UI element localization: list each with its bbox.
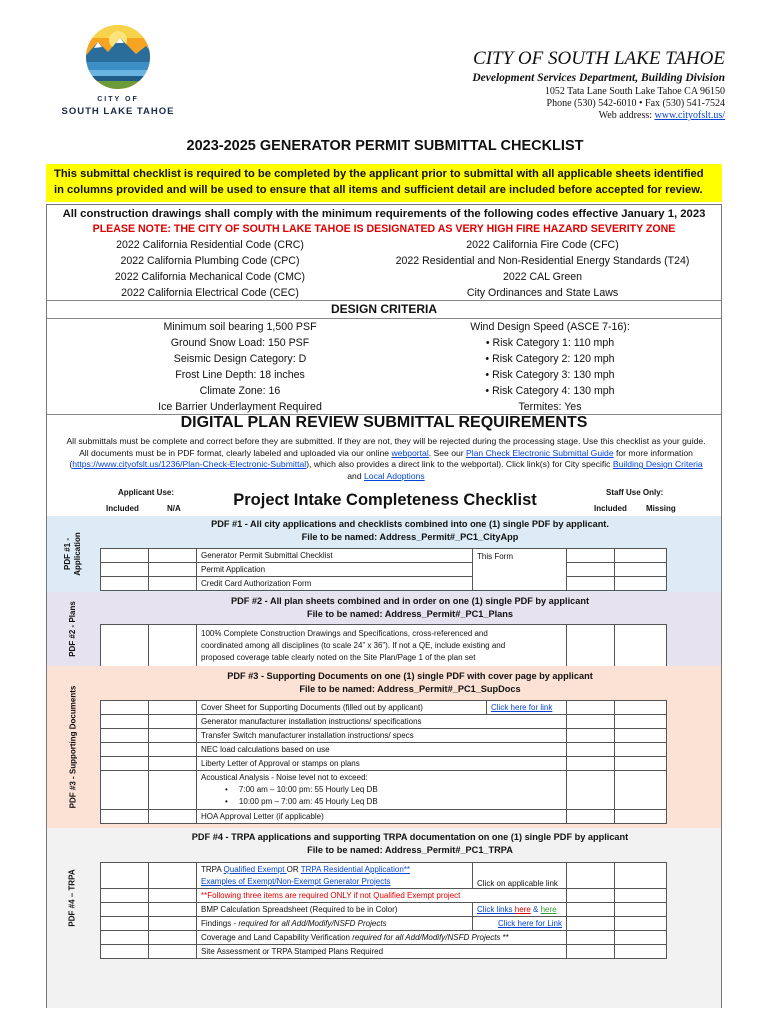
missing-checkbox[interactable]	[615, 917, 667, 931]
table-row	[101, 757, 667, 771]
web-label: Web address:	[598, 110, 653, 121]
dprr-intro	[66, 436, 706, 482]
na-checkbox[interactable]	[149, 563, 197, 577]
item-reference: This Form	[473, 549, 567, 591]
pdf2-title	[100, 595, 720, 621]
code-item: 2022 California Mechanical Code (CMC)	[114, 271, 306, 283]
local-adoptions-link[interactable]: Local Adoptions	[364, 470, 425, 481]
staff-included-checkbox[interactable]	[567, 931, 615, 945]
table-row	[101, 945, 667, 959]
pdf2-filename: File to be named: Address_Permit#_PC1_Plans	[307, 609, 513, 619]
city-logo	[58, 24, 178, 119]
missing-checkbox[interactable]	[615, 771, 667, 810]
pdf3-label	[47, 666, 99, 828]
staff-included-checkbox[interactable]	[567, 549, 615, 563]
bmp-here-link-2[interactable]: here	[540, 905, 557, 914]
city-header	[395, 48, 725, 122]
divider	[47, 300, 721, 301]
pdf1-table	[100, 548, 667, 591]
city-title: CITY OF SOUTH LAKE TAHOE	[473, 48, 725, 69]
na-checkbox[interactable]	[149, 549, 197, 563]
included-checkbox[interactable]	[101, 889, 149, 903]
item-description: Generator manufacturer installation instructions/ specifications	[197, 715, 567, 729]
table-row	[101, 863, 667, 889]
included-checkbox[interactable]	[101, 625, 149, 667]
staff-included-checkbox[interactable]	[567, 917, 615, 931]
logo-name: SOUTH LAKE TAHOE	[61, 106, 175, 117]
pdf2-title-line: PDF #2 - All plan sheets combined and in order on one (1) single PDF by applicant	[230, 596, 590, 606]
pdf1-filename: File to be named: Address_Permit#_PC1_CityApp	[301, 532, 519, 542]
design-item: • Risk Category 4: 130 mph	[485, 385, 615, 397]
web-link[interactable]: www.cityofslt.us/	[654, 110, 725, 121]
amp-text: &	[530, 905, 541, 914]
staff-use-label: Staff Use Only:	[606, 488, 664, 497]
applicant-use-label: Applicant Use:	[118, 488, 175, 497]
staff-included-checkbox[interactable]	[567, 715, 615, 729]
item-description	[197, 931, 567, 945]
bmp-links[interactable]: Click links	[477, 905, 515, 914]
item-description: Transfer Switch manufacturer installation instructions/ specs	[197, 729, 567, 743]
table-row	[101, 577, 667, 591]
coverage-italic: required for all Add/Modify/NSFD Projects	[352, 933, 501, 942]
trpa-line	[201, 864, 468, 876]
missing-checkbox[interactable]	[615, 931, 667, 945]
table-row	[101, 903, 667, 917]
na-checkbox[interactable]	[149, 863, 197, 889]
pdf2-label	[47, 592, 99, 666]
missing-checkbox[interactable]	[615, 625, 667, 667]
design-criteria-link[interactable]: Building Design Criteria	[612, 459, 703, 469]
staff-included-checkbox[interactable]	[567, 577, 615, 591]
pdf3-table	[100, 700, 667, 824]
item-description: NEC load calculations based on use	[197, 743, 567, 757]
page-title: 2023-2025 GENERATOR PERMIT SUBMITTAL CHECKLIST	[186, 138, 584, 154]
included-header: Included	[106, 504, 139, 513]
item-description: HOA Approval Letter (if applicable)	[197, 810, 567, 824]
design-item: Frost Line Depth: 18 inches	[175, 369, 305, 381]
address: 1052 Tata Lane South Lake Tahoe CA 96150	[544, 86, 725, 97]
intake-checklist-title: Project Intake Completeness Checklist	[233, 491, 537, 509]
coverage-text: Coverage and Land Capability Verification	[201, 933, 353, 942]
acoustic-bullet: • 10:00 pm – 7:00 am: 45 Hourly Leq DB	[225, 797, 378, 806]
acoustic-line: Acoustical Analysis - Noise level not to exceed:	[201, 773, 368, 782]
plans-line: proposed coverage table clearly noted on the Site Plan/Page 1 of the plan set	[201, 652, 476, 662]
design-item: Minimum soil bearing 1,500 PSF	[163, 321, 317, 333]
coverage-stars: **	[500, 933, 509, 942]
table-row	[101, 917, 667, 931]
qualified-exempt-link[interactable]: Qualified Exempt	[223, 864, 287, 874]
included-checkbox[interactable]	[101, 715, 149, 729]
staff-included-checkbox[interactable]	[567, 771, 615, 810]
included-checkbox[interactable]	[101, 771, 149, 810]
pdf3-title-line: PDF #3 - Supporting Documents on one (1) single PDF with cover page by applicant	[227, 671, 593, 681]
submittal-guide-link[interactable]: Plan Check Electronic Submittal Guide	[466, 447, 614, 458]
item-description: Cover Sheet for Supporting Documents (filled out by applicant)	[197, 701, 487, 715]
na-header: N/A	[167, 504, 181, 513]
staff-included-checkbox[interactable]	[567, 743, 615, 757]
web-line	[395, 110, 725, 122]
code-item: 2022 California Plumbing Code (CPC)	[120, 255, 300, 267]
pdf2-table	[100, 624, 667, 667]
trpa-residential-link[interactable]: TRPA Residential Application**	[300, 864, 410, 874]
table-row	[101, 810, 667, 824]
table-row	[101, 729, 667, 743]
included-checkbox[interactable]	[101, 903, 149, 917]
intro-text: for more information (	[69, 447, 693, 469]
na-checkbox[interactable]	[149, 715, 197, 729]
pdf4-filename: File to be named: Address_Permit#_PC1_TRPA	[307, 845, 513, 855]
acoustic-day: 7:00 am – 10:00 pm: 55 Hourly Leq DB	[238, 785, 378, 794]
design-item: Wind Design Speed (ASCE 7-16):	[470, 321, 630, 333]
included-checkbox[interactable]	[101, 549, 149, 563]
design-criteria-title: DESIGN CRITERIA	[330, 302, 437, 316]
fire-zone-note: PLEASE NOTE: THE CITY OF SOUTH LAKE TAHOE IS DESIGNATED AS VERY HIGH FIRE HAZARD SEVERITY ZONE	[92, 223, 676, 235]
missing-checkbox[interactable]	[615, 903, 667, 917]
code-item: 2022 Residential and Non-Residential Energy Standards (T24)	[395, 255, 690, 267]
design-item: Climate Zone: 16	[199, 385, 281, 397]
pdf3-filename: File to be named: Address_Permit#_PC1_SupDocs	[299, 684, 521, 694]
staff-included-checkbox[interactable]	[567, 810, 615, 824]
included-checkbox[interactable]	[101, 917, 149, 931]
design-item: Termites: Yes	[518, 401, 582, 413]
missing-checkbox[interactable]	[615, 549, 667, 563]
table-row	[101, 715, 667, 729]
pdf3-title	[100, 670, 720, 696]
na-checkbox[interactable]	[149, 625, 197, 667]
pdf4-label	[47, 828, 99, 968]
design-left	[90, 319, 390, 415]
included-checkbox[interactable]	[101, 810, 149, 824]
design-item: Seismic Design Category: D	[173, 353, 307, 365]
missing-checkbox[interactable]	[615, 577, 667, 591]
staff-included-checkbox[interactable]	[567, 563, 615, 577]
codes-left	[60, 237, 360, 301]
table-row	[101, 889, 667, 903]
missing-checkbox[interactable]	[615, 715, 667, 729]
staff-included-checkbox[interactable]	[567, 701, 615, 715]
pdf3-label-text: PDF #3 - Supporting Documents	[68, 685, 78, 809]
staff-included-checkbox[interactable]	[567, 863, 615, 889]
pdf1-title	[100, 518, 720, 544]
missing-header: Missing	[646, 504, 676, 513]
submittal-notice: This submittal checklist is required to be completed by the applicant prior to submittal with all applicable sheets identified in columns provided and will be used to ensure that all items and sufficient detail are included before accepted for review.	[46, 164, 722, 202]
code-item: 2022 California Fire Code (CFC)	[466, 239, 619, 251]
table-row	[101, 563, 667, 577]
acoustic-bullet: • 7:00 am – 10:00 pm: 55 Hourly Leq DB	[225, 785, 378, 794]
missing-checkbox[interactable]	[615, 810, 667, 824]
na-checkbox[interactable]	[149, 729, 197, 743]
codes-right	[370, 237, 715, 301]
table-row	[101, 549, 667, 563]
na-checkbox[interactable]	[149, 743, 197, 757]
staff-included-checkbox[interactable]	[567, 945, 615, 959]
included-checkbox[interactable]	[101, 757, 149, 771]
item-description: Liberty Letter of Approval or stamps on plans	[197, 757, 567, 771]
item-description: Permit Application	[197, 563, 473, 577]
intro-text: ), which also provides a direct link to the webportal). Click link(s) for City specific	[306, 459, 613, 469]
included-checkbox[interactable]	[101, 701, 149, 715]
item-description: BMP Calculation Spreadsheet (Required to be in Color)	[197, 903, 473, 917]
cover-sheet-link[interactable]: Click here for link	[491, 703, 553, 712]
or-text: OR	[286, 864, 301, 874]
code-item: 2022 California Residential Code (CRC)	[116, 239, 304, 251]
na-checkbox[interactable]	[149, 757, 197, 771]
na-checkbox[interactable]	[149, 931, 197, 945]
logo-city-of: CITY OF	[97, 96, 139, 103]
na-checkbox[interactable]	[149, 889, 197, 903]
staff-included-checkbox[interactable]	[567, 903, 615, 917]
plans-line: coordinated among all disciplines (to scale 24” x 36”). If not a QE, include existing and	[201, 640, 506, 650]
item-description	[197, 771, 567, 810]
table-row	[101, 931, 667, 945]
intro-text: All submittals must be complete and correct before they are submitted. If they are not, they will be rejected during the processing stage. Use this checklist as your guide. All documents must be in PDF format, clearly labeled and uploaded via our online	[66, 436, 706, 458]
staff-included-checkbox[interactable]	[567, 625, 615, 667]
design-item: • Risk Category 3: 130 mph	[485, 369, 615, 381]
item-description	[197, 625, 567, 667]
design-item: • Risk Category 1: 110 mph	[485, 337, 615, 349]
included-checkbox[interactable]	[101, 729, 149, 743]
findings-text: Findings -	[201, 919, 239, 928]
included-checkbox[interactable]	[101, 945, 149, 959]
table-row	[101, 771, 667, 810]
table-row	[101, 625, 667, 667]
phone: Phone (530) 542-6010 • Fax (530) 541-7524	[546, 98, 725, 109]
item-description: Generator Permit Submittal Checklist	[197, 549, 473, 563]
item-description: Site Assessment or TRPA Stamped Plans Required	[197, 945, 567, 959]
missing-checkbox[interactable]	[615, 743, 667, 757]
design-right	[400, 319, 700, 415]
design-item: • Risk Category 2: 120 mph	[485, 353, 615, 365]
na-checkbox[interactable]	[149, 701, 197, 715]
included-checkbox[interactable]	[101, 743, 149, 757]
pdf1-title-line: PDF #1 - All city applications and checklists combined into one (1) single PDF by applicant.	[211, 519, 609, 529]
pdf1-label	[47, 516, 99, 592]
table-row	[101, 743, 667, 757]
guide-url-link[interactable]: https://www.cityofslt.us/1236/Plan-Check-Electronic-Submittal	[72, 459, 307, 469]
design-item: Ice Barrier Underlayment Required	[158, 401, 322, 413]
na-checkbox[interactable]	[149, 577, 197, 591]
codes-heading: All construction drawings shall comply with the minimum requirements of the following codes effective January 1, 2023	[62, 208, 706, 220]
item-reference	[487, 701, 567, 715]
item-reference	[473, 917, 567, 931]
staff-included-header: Included	[594, 504, 627, 513]
missing-checkbox[interactable]	[615, 945, 667, 959]
missing-checkbox[interactable]	[615, 889, 667, 903]
bmp-here-link[interactable]: here	[514, 905, 531, 914]
pdf4-title-line: PDF #4 - TRPA applications and supporting TRPA documentation on one (1) single PDF by applicant	[191, 832, 629, 842]
missing-checkbox[interactable]	[615, 757, 667, 771]
plans-line: 100% Complete Construction Drawings and Specifications, cross-referenced and	[201, 628, 488, 638]
findings-link[interactable]: Click here for Link	[497, 919, 562, 928]
lake-tahoe-logo-icon	[58, 24, 178, 94]
item-description: Credit Card Authorization Form	[197, 577, 473, 591]
pdf2-label-text: PDF #2 - Plans	[68, 601, 78, 657]
included-checkbox[interactable]	[101, 863, 149, 889]
pdf1-label-text: PDF #1 - Application	[63, 532, 82, 576]
intro-text: and	[347, 470, 365, 481]
pdf4-title	[100, 831, 720, 857]
missing-checkbox[interactable]	[615, 701, 667, 715]
dprr-title: DIGITAL PLAN REVIEW SUBMITTAL REQUIREMENTS	[180, 414, 588, 431]
na-checkbox[interactable]	[149, 903, 197, 917]
included-checkbox[interactable]	[101, 563, 149, 577]
na-checkbox[interactable]	[149, 945, 197, 959]
na-checkbox[interactable]	[149, 917, 197, 931]
staff-included-checkbox[interactable]	[567, 729, 615, 743]
code-item: 2022 California Electrical Code (CEC)	[121, 287, 299, 299]
acoustic-night: 10:00 pm – 7:00 am: 45 Hourly Leq DB	[238, 797, 378, 806]
required-note: **Following three items are required ONLY if not Qualified Exempt project	[197, 889, 567, 903]
table-row	[101, 701, 667, 715]
trpa-text: TRPA	[201, 864, 224, 874]
staff-included-checkbox[interactable]	[567, 889, 615, 903]
staff-included-checkbox[interactable]	[567, 757, 615, 771]
item-reference	[473, 903, 567, 917]
pdf4-label-text: PDF #4 – TRPA	[68, 869, 78, 927]
pdf4-table	[100, 862, 667, 959]
included-checkbox[interactable]	[101, 931, 149, 945]
department: Development Services Department, Building Division	[472, 72, 725, 84]
item-reference: Click on applicable link	[473, 863, 567, 889]
codes-section	[47, 206, 721, 237]
design-item: Ground Snow Load: 150 PSF	[170, 337, 310, 349]
included-checkbox[interactable]	[101, 577, 149, 591]
item-description	[197, 917, 473, 931]
na-checkbox[interactable]	[149, 771, 197, 810]
intro-text: . See our	[428, 447, 467, 458]
missing-checkbox[interactable]	[615, 863, 667, 889]
na-checkbox[interactable]	[149, 810, 197, 824]
missing-checkbox[interactable]	[615, 563, 667, 577]
code-item: City Ordinances and State Laws	[466, 287, 619, 299]
item-description	[197, 863, 473, 889]
webportal-link[interactable]: webportal	[391, 447, 429, 458]
missing-checkbox[interactable]	[615, 729, 667, 743]
code-item: 2022 CAL Green	[502, 271, 583, 283]
exempt-examples-link[interactable]: Examples of Exempt/Non-Exempt Generator Projects	[201, 876, 391, 886]
findings-italic: required for all Add/Modify/NSFD Projects	[238, 919, 387, 928]
